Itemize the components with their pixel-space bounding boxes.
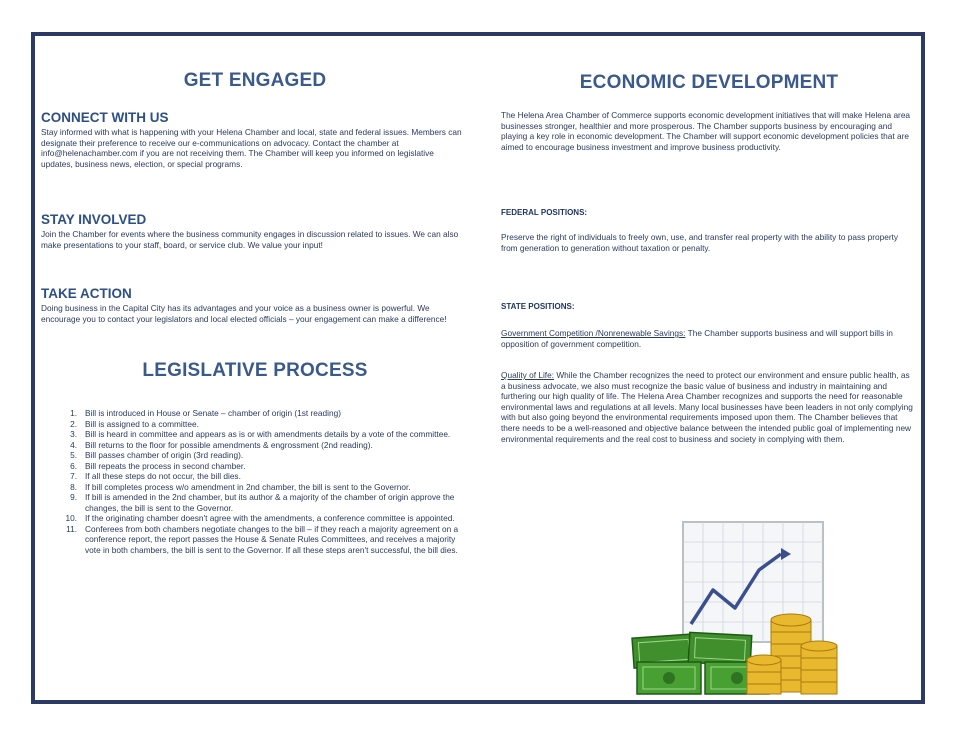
- get-engaged-title: GET ENGAGED: [183, 70, 327, 91]
- legislative-title: LEGISLATIVE PROCESS: [142, 360, 368, 381]
- legislative-step: [41, 450, 465, 461]
- state-heading: STATE POSITIONS:: [501, 302, 575, 311]
- step-text: Bill is heard in committee and appears as is or with amendments details by a vote of the committee.: [85, 429, 451, 439]
- federal-heading: FEDERAL POSITIONS:: [501, 208, 588, 217]
- gov-competition-label: Government Competition /Nonrenewable Savings:: [501, 328, 686, 338]
- step-number: 8.: [70, 481, 77, 492]
- action-body: Doing business in the Capital City has its advantages and your voice as a business owner is powerful. We encourage you to contact your legislators and local elected officials – your engagement can make a difference!: [41, 303, 447, 324]
- legislative-step: [41, 440, 465, 451]
- legislative-step: [41, 408, 465, 419]
- step-text: Bill returns to the floor for possible amendments & engrossment (2nd reading).: [85, 439, 373, 450]
- involved-body: Join the Chamber for events where the business community engages in discussion related to issues. We can also make presentations to your staff, board, or service club. We value your input!: [41, 229, 459, 250]
- legislative-step: [41, 419, 465, 430]
- gov-competition-paragraph: [501, 328, 915, 349]
- federal-body: Preserve the right of individuals to freely own, use, and transfer real property with the ability to pass property from generation to generation without taxation or penalty.: [501, 232, 899, 253]
- economic-intro: The Helena Area Chamber of Commerce supports economic development initiatives that will make Helena area businesses stronger, healthier and more prosperous. The Chamber supports business by encouraging and playing a key role in economic development. The Chamber will support economic development policies that are aimed to encourage business investment and improve business productivity.: [501, 110, 911, 152]
- legislative-step: [41, 471, 465, 482]
- gov-competition-body: The Chamber supports business and will support bills in opposition of government competition.: [501, 328, 893, 349]
- step-number: 10.: [65, 513, 77, 523]
- step-number: 6.: [70, 460, 77, 471]
- involved-heading: STAY INVOLVED: [41, 212, 147, 227]
- step-number: 1.: [70, 408, 77, 418]
- connect-body: Stay informed with what is happening with your Helena Chamber and local, state and federal issues. Members can designate their preference to receive our e-communications on advocacy. Contact the chamber at info@helenachamber.com if you are not receiving them. The Chamber will keep you informed on legislative updates, business news, election, or special programs.: [41, 127, 462, 169]
- step-text: If bill is amended in the 2nd chamber, but its author & a majority of the chamber of origin approve the changes, the bill is sent to the Governor.: [85, 492, 455, 513]
- step-number: 4.: [70, 439, 77, 450]
- step-number: 3.: [70, 429, 77, 439]
- legislative-step: [41, 482, 465, 493]
- step-text: If the originating chamber doesn't agree with the amendments, a conference committee is appointed.: [85, 513, 455, 523]
- step-text: If all these steps do not occur, the bill dies.: [85, 471, 241, 481]
- step-text: Bill passes chamber of origin (3rd reading).: [85, 450, 244, 460]
- step-text: Bill is introduced in House or Senate – chamber of origin (1st reading): [85, 408, 341, 418]
- right-column: [501, 36, 917, 700]
- connect-heading: CONNECT WITH US: [41, 110, 169, 125]
- brochure-frame: [31, 32, 925, 704]
- step-number: 11.: [66, 523, 77, 534]
- economy-illustration: [631, 520, 841, 700]
- step-number: 5.: [70, 450, 77, 460]
- legislative-step: [41, 429, 465, 440]
- legislative-step: [41, 492, 465, 513]
- legislative-step: [41, 513, 465, 524]
- quality-paragraph: [501, 370, 915, 444]
- legislative-step: [41, 461, 465, 472]
- action-heading: TAKE ACTION: [41, 286, 132, 301]
- step-text: Conferees from both chambers negotiate changes to the bill – if they reach a majority agreement on a conference report, the report passes the House & Senate Rules Committees, and receives a majority vote in both chambers, the bill is sent to the Governor. If all these steps aren't successful, the bill dies.: [85, 523, 459, 555]
- step-text: If bill completes process w/o amendment in 2nd chamber, the bill is sent to the Governor.: [85, 481, 411, 492]
- step-number: 7.: [70, 471, 77, 481]
- step-text: Bill is assigned to a committee.: [85, 418, 199, 429]
- step-number: 9.: [70, 492, 77, 502]
- quality-body: While the Chamber recognizes the need to protect our environment and ensure public health, as a business advocate, we also must recognize the basic value of business and industry in maintaining and furthering our high quality of life. The Helena Area Chamber recognizes and supports the need for reasonable environmental laws and regulations at all levels. Many local businesses have been leaders in not only complying with but also going beyond the environmental requirements imposed upon them. The Chamber believes that there needs to be a well-reasoned and objective balance between the intended public goal of implementing new environmental requirements and the real cost to business and society in complying with them.: [501, 370, 913, 444]
- step-number: 2.: [70, 418, 77, 429]
- quality-label: Quality of Life:: [501, 370, 555, 380]
- economic-title: ECONOMIC DEVELOPMENT: [579, 72, 839, 93]
- left-column: [41, 36, 469, 700]
- step-text: Bill repeats the process in second chamber.: [85, 460, 246, 471]
- legislative-step: [41, 524, 465, 556]
- legislative-steps: [41, 408, 465, 555]
